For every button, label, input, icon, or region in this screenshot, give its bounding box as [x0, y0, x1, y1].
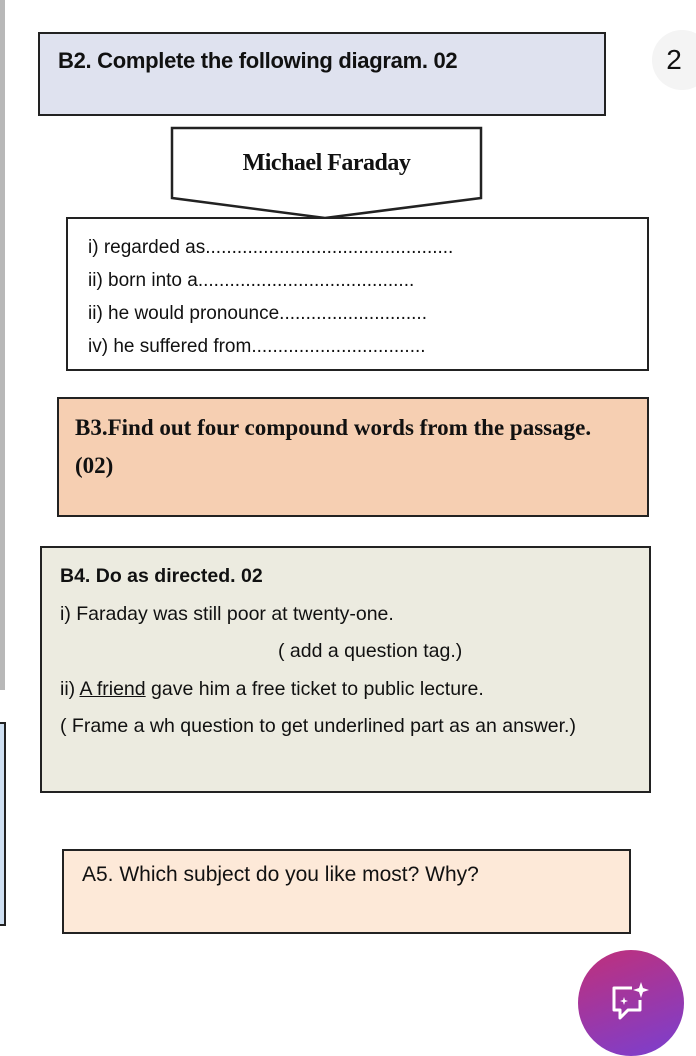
- left-edge-box: [0, 722, 6, 926]
- b3-heading: B3.Find out four compound words from the passage. (02): [75, 415, 592, 478]
- b4-box: [40, 546, 651, 793]
- b2-heading: B2. Complete the following diagram. 02: [58, 48, 458, 73]
- list-item: ii) born into a.........................................: [88, 270, 415, 291]
- list-item: i) regarded as...............................................: [88, 237, 454, 258]
- b2-heading-box: [38, 32, 606, 116]
- q2-prefix: ii): [60, 677, 80, 700]
- a5-box: [62, 849, 631, 934]
- b4-question-1-instruction: ( add a question tag.): [278, 640, 463, 662]
- ai-assistant-button[interactable]: [578, 950, 684, 1056]
- diagram-title: Michael Faraday: [242, 150, 411, 176]
- list-item: iv) he suffered from.................................: [88, 336, 426, 357]
- underlined-phrase: A friend: [79, 677, 146, 700]
- left-edge-bar: [0, 0, 5, 690]
- a5-heading: A5. Which subject do you like most? Why?: [82, 863, 479, 886]
- b4-question-2-instruction: ( Frame a wh question to get underlined part as an answer.): [60, 715, 576, 737]
- q2-rest: gave him a free ticket to public lecture.: [145, 677, 484, 700]
- page-number-badge: 2: [652, 30, 696, 90]
- b4-question-2: [60, 671, 631, 709]
- b4-question-1: i) Faraday was still poor at twenty-one.: [60, 602, 394, 625]
- b2-blanks-list: [66, 217, 649, 371]
- list-item: ii) he would pronounce............................: [88, 303, 427, 324]
- b4-heading: B4. Do as directed. 02: [60, 565, 263, 587]
- b3-box: [57, 397, 649, 517]
- ai-chat-sparkle-icon: [608, 980, 652, 1024]
